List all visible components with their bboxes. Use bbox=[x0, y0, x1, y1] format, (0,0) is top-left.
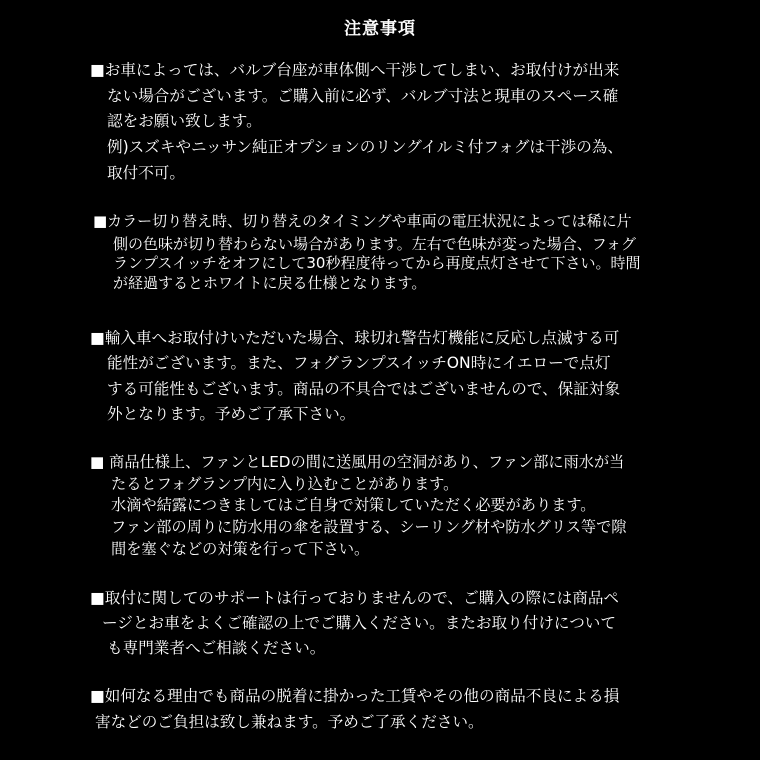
notice-4-line-4: ファン部の周りに防水用の傘を設置する、シーリング材や防水グリス等で隙 bbox=[111, 518, 627, 536]
notice-2-line-3: ランプスイッチをオフにして30秒程度待ってから再度点灯させて下さい。時間 bbox=[113, 254, 641, 272]
notice-3-line-2: 能性がございます。また、フォグランプスイッチON時にイエローで点灯 bbox=[107, 354, 611, 372]
notice-3-line-3: する可能性もございます。商品の不具合ではございませんので、保証対象 bbox=[107, 380, 621, 398]
notice-4-line-3: 水滴や結露につきましてはご自身で対策していただく必要があります。 bbox=[111, 496, 596, 514]
notice-1-line-4: 例)スズキやニッサン純正オプションのリングイルミ付フォグは干渉の為、 bbox=[107, 138, 623, 156]
notice-5-line-3: も専門業者へご相談ください。 bbox=[107, 639, 326, 657]
notice-5-line-2: ージとお車をよくご確認の上でご購入ください。またお取り付けについて bbox=[102, 614, 616, 632]
notice-4-line-1: ■ 商品仕様上、ファンとLEDの間に送風用の空洞があり、ファン部に雨水が当 bbox=[90, 453, 625, 471]
notice-1-line-3: 認をお願い致します。 bbox=[107, 112, 262, 130]
notice-4-line-2: たるとフォグランプ内に入り込むことがあります。 bbox=[111, 475, 459, 493]
notice-1-line-1: ■お車によっては、バルブ台座が車体側へ干渉してしまい、お取付けが出来 bbox=[90, 61, 620, 79]
notice-1-line-5: 取付不可。 bbox=[107, 164, 185, 182]
notice-1-line-2: ない場合がございます。ご購入前に必ず、バルブ寸法と現車のスペース確 bbox=[107, 87, 619, 105]
notice-6-line-2: 害などのご負担は致し兼ねます。予めご了承ください。 bbox=[95, 713, 484, 731]
notice-3-line-4: 外となります。予めご了承下さい。 bbox=[107, 405, 356, 423]
page-title: 注意事項 bbox=[344, 19, 416, 39]
notice-3-line-1: ■輸入車へお取付けいただいた場合、球切れ警告灯機能に反応し点滅する可 bbox=[90, 329, 620, 347]
notice-2-line-1: ■カラー切り替え時、切り替えのタイミングや車両の電圧状況によっては稀に片 bbox=[93, 212, 632, 230]
notice-2-line-4: が経過するとホワイトに戻る仕様となります。 bbox=[113, 274, 427, 292]
notice-5-line-1: ■取付に関してのサポートは行っておりませんので、ご購入の際には商品ペ bbox=[90, 589, 620, 607]
notice-4-line-5: 間を塞ぐなどの対策を行って下さい。 bbox=[111, 540, 370, 558]
notice-6-line-1: ■如何なる理由でも商品の脱着に掛かった工賃やその他の商品不良による損 bbox=[90, 687, 620, 705]
notice-2-line-2: 側の色味が切り替わらない場合があります。左右で色味が変った場合、フォグ bbox=[113, 235, 637, 253]
